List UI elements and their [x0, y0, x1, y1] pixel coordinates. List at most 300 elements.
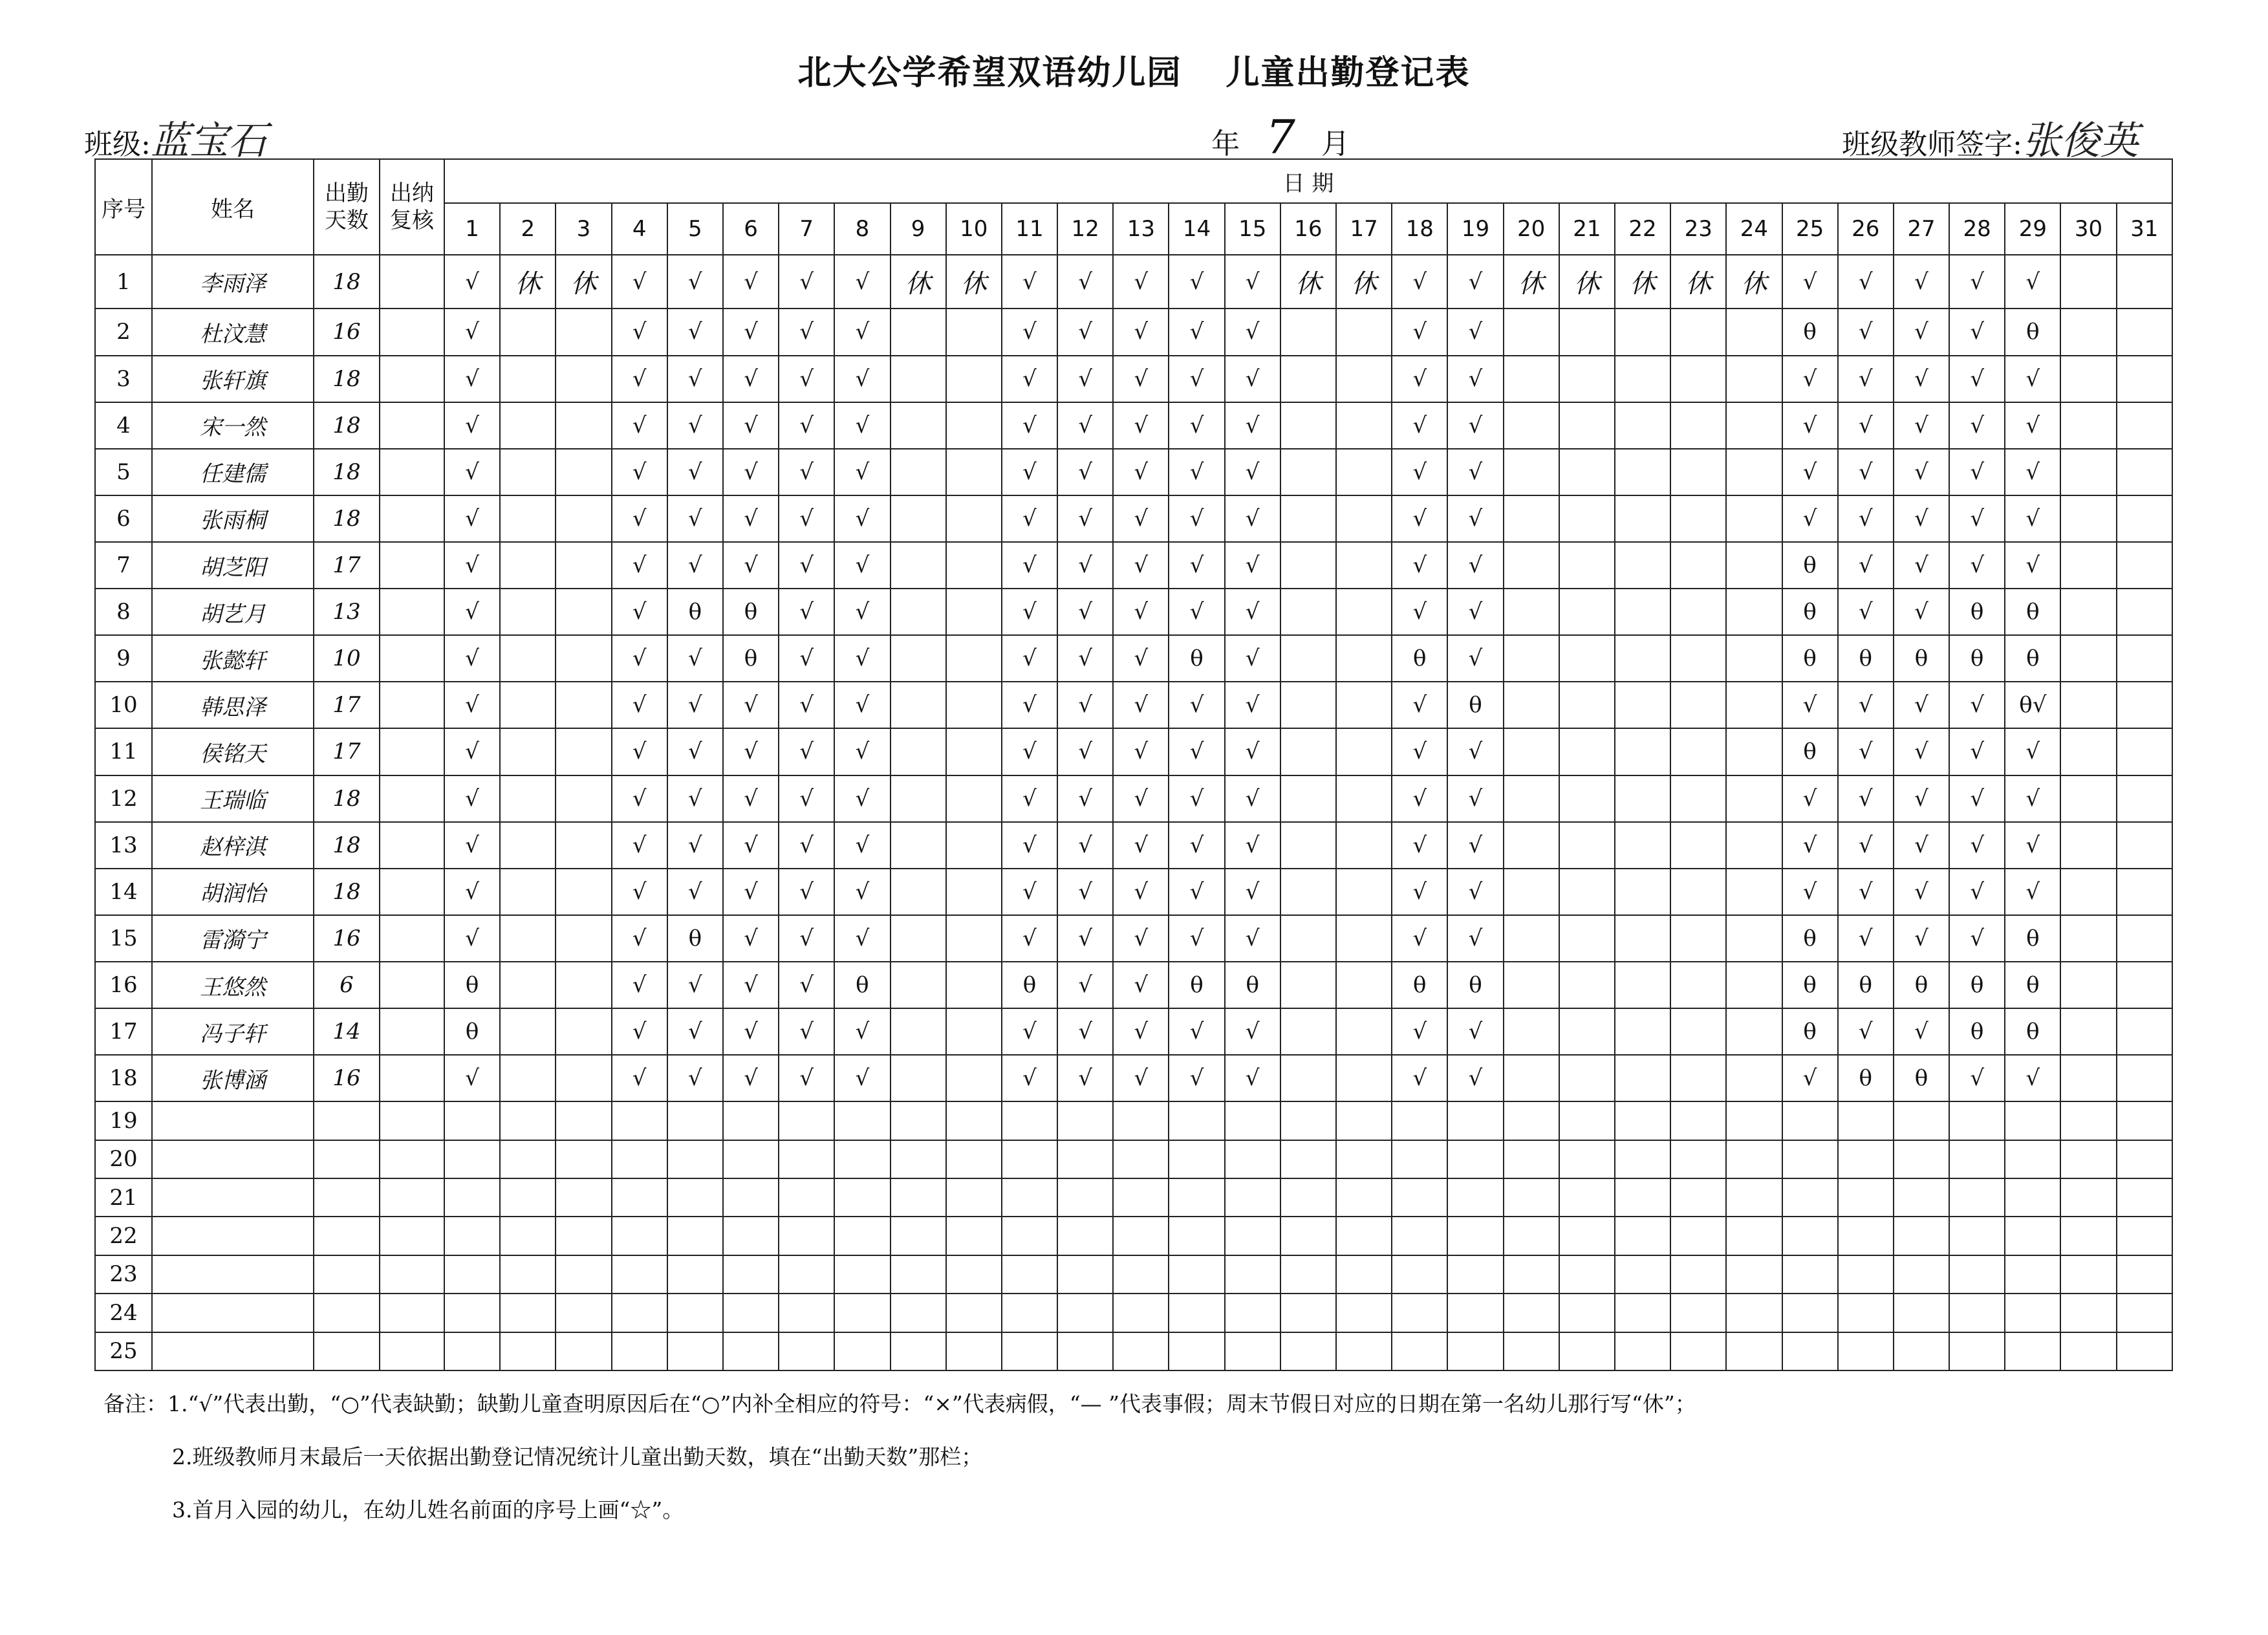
attendance-mark: √: [1057, 495, 1113, 542]
attendance-mark: [1280, 402, 1336, 449]
attendance-mark: [1949, 1294, 2005, 1332]
attendance-mark: [1726, 1217, 1782, 1255]
attendance-mark: √: [1392, 728, 1447, 775]
attendance-mark: [1838, 1255, 1894, 1294]
row-seq: 15: [95, 915, 152, 962]
attendance-mark: √: [667, 1055, 723, 1101]
attendance-mark: √: [779, 1008, 834, 1055]
attendance-mark: √: [1113, 495, 1169, 542]
attendance-mark: √: [1894, 822, 1949, 869]
attendance-mark: √: [723, 309, 779, 355]
day-header-cell: 8: [834, 203, 890, 255]
attendance-days: 18: [314, 869, 380, 915]
attendance-mark: [1838, 1101, 1894, 1140]
attendance-mark: √: [667, 1008, 723, 1055]
attendance-mark: [779, 1140, 834, 1178]
attendance-mark: √: [1113, 775, 1169, 822]
attendance-mark: [1392, 1140, 1447, 1178]
attendance-mark: √: [1057, 402, 1113, 449]
attendance-mark: [500, 1178, 556, 1217]
attendance-mark: √: [1392, 255, 1447, 309]
attendance-mark: [500, 962, 556, 1008]
attendance-mark: [1280, 635, 1336, 682]
attendance-mark: √: [667, 682, 723, 728]
attendance-mark: [1670, 682, 1726, 728]
attendance-mark: √: [1002, 1008, 1057, 1055]
attendance-mark: √: [1447, 449, 1503, 495]
attendance-mark: θ: [1169, 635, 1224, 682]
attendance-mark: [2060, 915, 2116, 962]
attendance-mark: [2060, 822, 2116, 869]
class-value: 蓝宝石: [150, 118, 267, 164]
attendance-mark: [1057, 1332, 1113, 1370]
attendance-mark: √: [1113, 728, 1169, 775]
attendance-mark: 休: [1336, 255, 1392, 309]
attendance-mark: √: [612, 869, 667, 915]
attendance-mark: [1615, 542, 1670, 589]
attendance-mark: [2060, 1101, 2116, 1140]
attendance-mark: [1057, 1178, 1113, 1217]
attendance-mark: [1002, 1101, 1057, 1140]
attendance-mark: [1615, 1140, 1670, 1178]
attendance-mark: [1615, 635, 1670, 682]
attendance-mark: [1504, 775, 1559, 822]
attendance-mark: [2060, 682, 2116, 728]
attendance-mark: √: [444, 869, 500, 915]
attendance-mark: [1280, 1008, 1336, 1055]
attendance-mark: [891, 775, 946, 822]
table-row: [95, 255, 2172, 309]
attendance-mark: √: [667, 449, 723, 495]
attendance-mark: [1280, 822, 1336, 869]
attendance-mark: [556, 309, 611, 355]
attendance-mark: [946, 869, 1002, 915]
attendance-mark: [1559, 915, 1615, 962]
attendance-mark: [1670, 1101, 1726, 1140]
attendance-mark: [891, 542, 946, 589]
attendance-mark: [1782, 1178, 1838, 1217]
attendance-mark: √: [1894, 255, 1949, 309]
attendance-mark: [2117, 589, 2172, 635]
attendance-mark: √: [1057, 449, 1113, 495]
attendance-mark: √: [1949, 356, 2005, 402]
attendance-mark: [1280, 775, 1336, 822]
attendance-mark: √: [779, 589, 834, 635]
attendance-mark: [1615, 1055, 1670, 1101]
attendance-mark: [946, 1178, 1002, 1217]
attendance-mark: θ: [834, 962, 890, 1008]
attendance-mark: [1726, 1101, 1782, 1140]
attendance-mark: [1726, 962, 1782, 1008]
attendance-days: [314, 1217, 380, 1255]
attendance-mark: √: [1838, 1008, 1894, 1055]
attendance-mark: [1782, 1140, 1838, 1178]
attendance-mark: √: [1949, 1055, 2005, 1101]
attendance-mark: 休: [1615, 255, 1670, 309]
attendance-mark: [2060, 635, 2116, 682]
attendance-mark: [1336, 402, 1392, 449]
attendance-mark: [1504, 682, 1559, 728]
attendance-mark: √: [1838, 402, 1894, 449]
row-seq: 9: [95, 635, 152, 682]
attendance-mark: [1280, 1178, 1336, 1217]
attendance-mark: [667, 1332, 723, 1370]
attendance-mark: [1670, 1178, 1726, 1217]
attendance-mark: [1670, 449, 1726, 495]
attendance-mark: [1447, 1255, 1503, 1294]
attendance-days: 16: [314, 915, 380, 962]
attendance-mark: √: [1057, 775, 1113, 822]
attendance-mark: √: [612, 402, 667, 449]
attendance-mark: √: [1949, 775, 2005, 822]
review-cell: [380, 495, 444, 542]
attendance-mark: [556, 1332, 611, 1370]
notes: [103, 1378, 1696, 1537]
attendance-mark: [2117, 635, 2172, 682]
attendance-mark: [1559, 495, 1615, 542]
attendance-mark: [1336, 1008, 1392, 1055]
attendance-mark: [1949, 1178, 2005, 1217]
attendance-mark: [2117, 1101, 2172, 1140]
attendance-mark: √: [1057, 822, 1113, 869]
attendance-mark: [1670, 635, 1726, 682]
attendance-mark: [500, 1255, 556, 1294]
attendance-mark: [1726, 495, 1782, 542]
attendance-mark: [612, 1255, 667, 1294]
attendance-mark: 休: [556, 255, 611, 309]
attendance-mark: [2117, 449, 2172, 495]
attendance-mark: [1057, 1217, 1113, 1255]
attendance-mark: √: [1949, 495, 2005, 542]
attendance-mark: [2117, 495, 2172, 542]
attendance-mark: [1280, 915, 1336, 962]
attendance-mark: √: [1225, 255, 1280, 309]
attendance-mark: [500, 402, 556, 449]
attendance-mark: [779, 1178, 834, 1217]
attendance-mark: [834, 1101, 890, 1140]
child-name: 张懿轩: [152, 635, 314, 682]
attendance-mark: [1280, 542, 1336, 589]
child-name: [152, 1178, 314, 1217]
attendance-mark: [1002, 1294, 1057, 1332]
day-header-cell: 19: [1447, 203, 1503, 255]
attendance-mark: √: [834, 682, 890, 728]
attendance-mark: [1113, 1101, 1169, 1140]
row-seq: 18: [95, 1055, 152, 1101]
review-cell: [380, 1055, 444, 1101]
attendance-mark: θ: [667, 915, 723, 962]
attendance-mark: [556, 822, 611, 869]
attendance-mark: θ: [1838, 635, 1894, 682]
attendance-mark: [1670, 402, 1726, 449]
attendance-mark: [891, 402, 946, 449]
review-cell: [380, 1008, 444, 1055]
attendance-mark: √: [667, 402, 723, 449]
attendance-mark: [1336, 1217, 1392, 1255]
day-header-cell: 5: [667, 203, 723, 255]
attendance-mark: √: [444, 775, 500, 822]
table-row: [95, 1055, 2172, 1101]
attendance-mark: 休: [891, 255, 946, 309]
review-cell: [380, 822, 444, 869]
attendance-mark: θ: [1782, 542, 1838, 589]
attendance-mark: √: [723, 449, 779, 495]
child-name: 宋一然: [152, 402, 314, 449]
attendance-mark: [1670, 1140, 1726, 1178]
attendance-mark: [1838, 1217, 1894, 1255]
attendance-mark: [1782, 1294, 1838, 1332]
attendance-mark: [500, 1217, 556, 1255]
attendance-mark: √: [723, 728, 779, 775]
attendance-mark: √: [1169, 869, 1224, 915]
attendance-mark: √: [444, 495, 500, 542]
attendance-mark: [1559, 682, 1615, 728]
attendance-mark: [2060, 495, 2116, 542]
attendance-mark: [1336, 589, 1392, 635]
attendance-mark: [1280, 495, 1336, 542]
attendance-mark: [1726, 402, 1782, 449]
attendance-mark: √: [1447, 495, 1503, 542]
year-label: 年: [1211, 127, 1240, 160]
attendance-mark: √: [2005, 822, 2060, 869]
attendance-mark: √: [723, 356, 779, 402]
child-name: 胡芝阳: [152, 542, 314, 589]
attendance-mark: √: [1894, 869, 1949, 915]
attendance-mark: [1169, 1140, 1224, 1178]
attendance-mark: √: [667, 309, 723, 355]
attendance-mark: [1169, 1332, 1224, 1370]
attendance-mark: [500, 822, 556, 869]
day-header-cell: 28: [1949, 203, 2005, 255]
attendance-mark: [1782, 1255, 1838, 1294]
attendance-mark: √: [1169, 1055, 1224, 1101]
attendance-mark: [723, 1101, 779, 1140]
attendance-mark: [444, 1255, 500, 1294]
attendance-mark: θ: [1782, 589, 1838, 635]
attendance-mark: [2117, 682, 2172, 728]
attendance-mark: [1559, 449, 1615, 495]
attendance-mark: √: [834, 402, 890, 449]
attendance-mark: √: [1225, 309, 1280, 355]
attendance-mark: [444, 1332, 500, 1370]
attendance-mark: √: [834, 775, 890, 822]
attendance-mark: √: [1169, 449, 1224, 495]
attendance-mark: √: [1169, 822, 1224, 869]
attendance-mark: [891, 1008, 946, 1055]
attendance-mark: [834, 1140, 890, 1178]
attendance-mark: [891, 495, 946, 542]
attendance-mark: √: [1447, 402, 1503, 449]
attendance-mark: √: [612, 309, 667, 355]
attendance-mark: [1225, 1101, 1280, 1140]
attendance-mark: √: [667, 635, 723, 682]
attendance-mark: √: [1894, 309, 1949, 355]
attendance-mark: √: [667, 728, 723, 775]
attendance-mark: √: [1113, 1008, 1169, 1055]
attendance-mark: [1559, 1294, 1615, 1332]
attendance-mark: [2005, 1217, 2060, 1255]
attendance-mark: [500, 1008, 556, 1055]
attendance-mark: √: [1838, 255, 1894, 309]
attendance-mark: √: [1113, 356, 1169, 402]
attendance-mark: [1336, 1178, 1392, 1217]
attendance-mark: √: [1894, 589, 1949, 635]
attendance-mark: [946, 589, 1002, 635]
attendance-mark: [1447, 1217, 1503, 1255]
attendance-mark: [2060, 1140, 2116, 1178]
attendance-mark: [1726, 1140, 1782, 1178]
attendance-mark: [1392, 1217, 1447, 1255]
attendance-mark: √: [1225, 449, 1280, 495]
attendance-mark: √: [1782, 449, 1838, 495]
attendance-mark: √: [444, 635, 500, 682]
attendance-mark: [2117, 1294, 2172, 1332]
attendance-mark: √: [1782, 869, 1838, 915]
attendance-mark: [1336, 915, 1392, 962]
attendance-mark: √: [1057, 728, 1113, 775]
attendance-mark: [1559, 728, 1615, 775]
attendance-mark: [556, 589, 611, 635]
attendance-mark: √: [2005, 402, 2060, 449]
day-header-cell: 27: [1894, 203, 1949, 255]
attendance-mark: [2005, 1255, 2060, 1294]
attendance-mark: [1949, 1332, 2005, 1370]
attendance-mark: √: [723, 1055, 779, 1101]
form-name: 儿童出勤登记表: [1226, 54, 1471, 92]
attendance-mark: [1726, 869, 1782, 915]
attendance-mark: [1838, 1178, 1894, 1217]
attendance-mark: [444, 1178, 500, 1217]
child-name: 侯铭天: [152, 728, 314, 775]
class-label: 班级:: [84, 128, 151, 161]
table-row: [95, 682, 2172, 728]
attendance-mark: [1504, 635, 1559, 682]
attendance-mark: √: [1782, 402, 1838, 449]
attendance-mark: [1113, 1217, 1169, 1255]
attendance-mark: [1726, 822, 1782, 869]
attendance-mark: [1894, 1101, 1949, 1140]
attendance-mark: [500, 356, 556, 402]
attendance-mark: [556, 1255, 611, 1294]
attendance-mark: [1615, 775, 1670, 822]
attendance-mark: [500, 1332, 556, 1370]
attendance-mark: √: [834, 356, 890, 402]
attendance-mark: √: [1113, 869, 1169, 915]
child-name: 王悠然: [152, 962, 314, 1008]
attendance-mark: √: [1949, 449, 2005, 495]
attendance-mark: √: [612, 356, 667, 402]
attendance-mark: [1504, 1178, 1559, 1217]
attendance-mark: [1559, 402, 1615, 449]
attendance-mark: [1002, 1255, 1057, 1294]
attendance-mark: [946, 728, 1002, 775]
attendance-mark: √: [444, 915, 500, 962]
attendance-mark: [1225, 1294, 1280, 1332]
attendance-mark: [2117, 255, 2172, 309]
attendance-mark: [1559, 356, 1615, 402]
day-header-cell: 31: [2117, 203, 2172, 255]
attendance-mark: √: [2005, 356, 2060, 402]
attendance-mark: [2060, 1217, 2116, 1255]
attendance-mark: √: [834, 1008, 890, 1055]
table-row: [95, 1294, 2172, 1332]
attendance-mark: √: [1225, 728, 1280, 775]
attendance-mark: [2060, 542, 2116, 589]
attendance-mark: √: [834, 635, 890, 682]
attendance-mark: [946, 1255, 1002, 1294]
attendance-mark: √: [1002, 495, 1057, 542]
attendance-mark: [1670, 1332, 1726, 1370]
child-name: [152, 1294, 314, 1332]
attendance-mark: [2060, 255, 2116, 309]
attendance-mark: 休: [1670, 255, 1726, 309]
col-attend-days-line2: 天数: [325, 208, 369, 233]
attendance-mark: [1336, 1101, 1392, 1140]
row-seq: 17: [95, 1008, 152, 1055]
attendance-mark: [1504, 1217, 1559, 1255]
attendance-mark: θ: [1894, 1055, 1949, 1101]
attendance-mark: θ: [1949, 589, 2005, 635]
table-row: [95, 1255, 2172, 1294]
attendance-mark: √: [444, 1055, 500, 1101]
attendance-mark: [2005, 1101, 2060, 1140]
day-header-cell: 14: [1169, 203, 1224, 255]
attendance-mark: √: [1057, 915, 1113, 962]
attendance-mark: √: [1002, 1055, 1057, 1101]
attendance-mark: √: [834, 309, 890, 355]
attendance-mark: [946, 1140, 1002, 1178]
attendance-mark: √: [1392, 542, 1447, 589]
attendance-mark: [723, 1140, 779, 1178]
month-field: [1145, 110, 1416, 164]
attendance-mark: [1336, 635, 1392, 682]
attendance-mark: [1615, 869, 1670, 915]
attendance-mark: √: [1392, 589, 1447, 635]
attendance-mark: [1392, 1332, 1447, 1370]
attendance-days: 14: [314, 1008, 380, 1055]
attendance-mark: [1670, 869, 1726, 915]
attendance-mark: θ: [1894, 635, 1949, 682]
attendance-mark: √: [1949, 542, 2005, 589]
attendance-mark: √: [1225, 822, 1280, 869]
attendance-mark: [1280, 589, 1336, 635]
attendance-mark: [1838, 1140, 1894, 1178]
attendance-mark: √: [1949, 822, 2005, 869]
attendance-days: 10: [314, 635, 380, 682]
page-title: [0, 45, 2268, 94]
attendance-mark: [1559, 1217, 1615, 1255]
child-name: 张博涵: [152, 1055, 314, 1101]
attendance-mark: √: [1113, 1055, 1169, 1101]
attendance-mark: [1504, 1255, 1559, 1294]
attendance-mark: √: [1447, 775, 1503, 822]
attendance-mark: [946, 1101, 1002, 1140]
attendance-mark: √: [1169, 682, 1224, 728]
attendance-mark: θ: [444, 962, 500, 1008]
attendance-mark: [500, 309, 556, 355]
attendance-mark: [1615, 962, 1670, 1008]
attendance-mark: [1726, 1294, 1782, 1332]
attendance-mark: [1615, 1178, 1670, 1217]
attendance-days: 18: [314, 495, 380, 542]
attendance-mark: √: [2005, 449, 2060, 495]
attendance-mark: [946, 402, 1002, 449]
attendance-mark: [1670, 589, 1726, 635]
attendance-days: 18: [314, 402, 380, 449]
attendance-mark: [444, 1217, 500, 1255]
attendance-mark: [1336, 962, 1392, 1008]
attendance-mark: [1615, 495, 1670, 542]
